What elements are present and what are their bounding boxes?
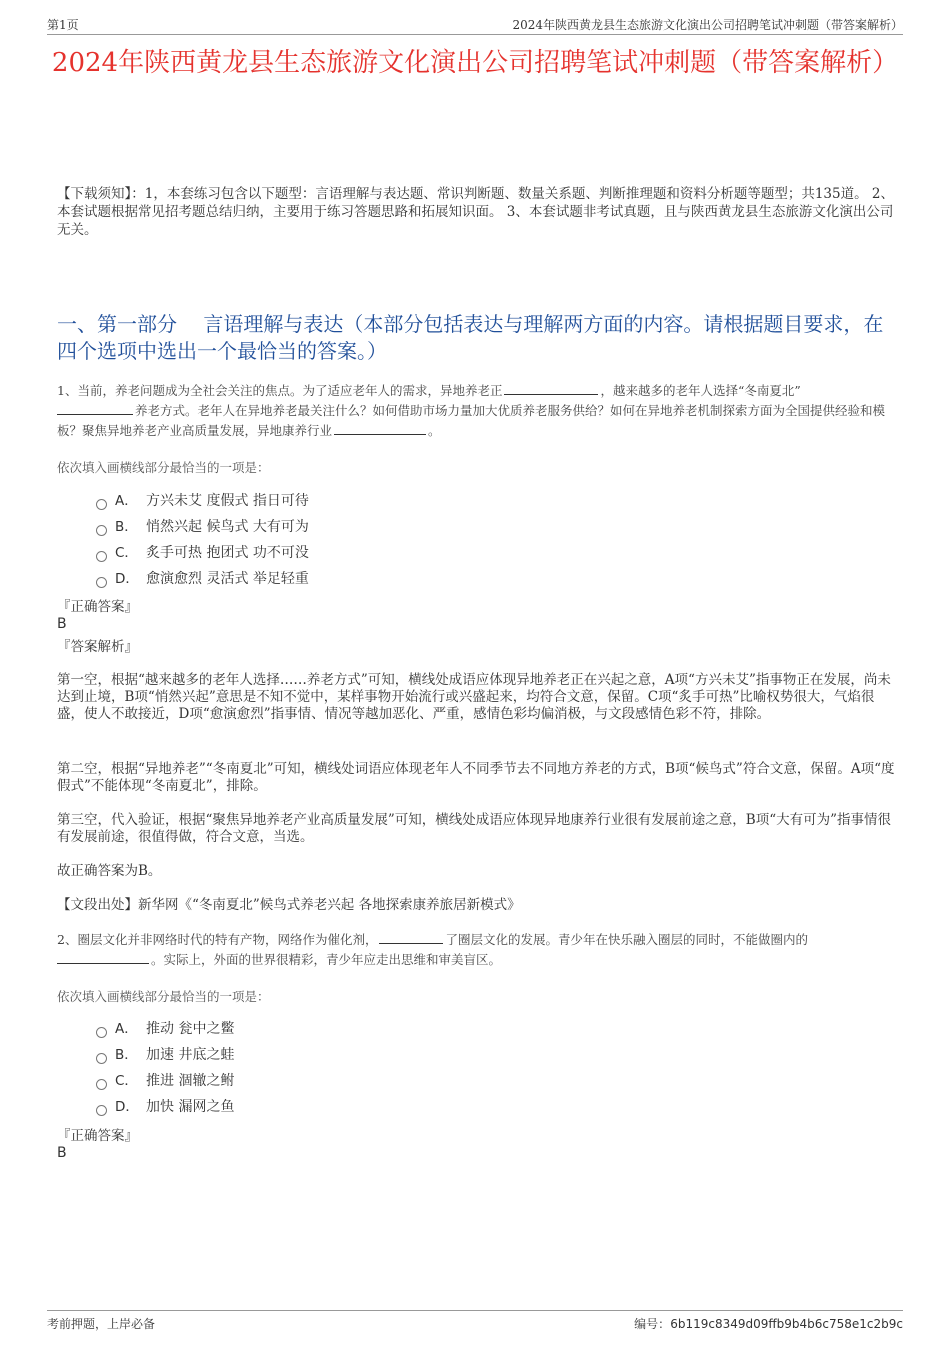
question-1-text: 1、当前，养老问题成为全社会关注的焦点。为了适应老年人的需求，异地养老正 ，越来越多的老年人选择“冬南夏北” 养老方式。老年人在异地养老最关注什么？如何借助市场力量加大优质养老服务供给？如何在异地养老机制探索方面为全国提供经验和模板？聚焦异地养老产业高质量发展，异地康养行业 。 [57,383,886,438]
answer-blank [57,950,149,964]
answer-blank [379,930,443,944]
footer-slogan: 考前押题，上岸必备 [47,1317,156,1331]
q2-option-a[interactable]: A． 推动 瓮中之鳖 [96,1019,234,1039]
document-title: 2024年陕西黄龙县生态旅游文化演出公司招聘笔试冲刺题（带答案解析） [51,48,899,78]
radio-icon[interactable] [96,1027,107,1038]
q1-option-c[interactable]: C． 炙手可热 抱团式 功不可没 [96,543,309,563]
page-footer [47,1310,903,1333]
section-heading: 一、第一部分 言语理解与表达（本部分包括表达与理解两方面的内容。请根据题目要求，在四个选项中选出一个最恰当的答案。） [57,312,884,363]
radio-icon[interactable] [96,551,107,562]
header-doc-title: 2024年陕西黄龙县生态旅游文化演出公司招聘笔试冲刺题（带答案解析） [512,18,903,32]
page-header [47,14,903,35]
q1-option-d[interactable]: D． 愈演愈烈 灵活式 举足轻重 [96,569,309,589]
download-notice: 【下载须知】：1，本套练习包含以下题型：言语理解与表达题、常识判断题、数量关系题、判断推理题和资料分析题等题型；共135道。 2、本套试题根据常见招考题总结归纳，主要用于练习答题思路和拓展知识面。 3、本套试题非考试真题，且与陕西黄龙县生态旅游文化演出公司无关。 [57,186,894,238]
q1-option-a[interactable]: A． 方兴未艾 度假式 指日可待 [96,491,309,511]
radio-icon[interactable] [96,525,107,536]
answer-blank [504,381,598,395]
q2-option-c[interactable]: C． 推进 涸辙之鲋 [96,1071,234,1091]
question-2-text: 2、圈层文化并非网络时代的特有产物，网络作为催化剂， 了圈层文化的发展。青少年在快乐融入圈层的同时，不能做圈内的 。实际上，外面的世界很精彩，青少年应走出思维和审美盲区。 [57,932,808,967]
q1-analysis-conclusion: 故正确答案为B。 [57,863,162,879]
page-number: 第1页 [47,18,79,32]
q2-option-b[interactable]: B． 加速 井底之蛙 [96,1045,234,1065]
question-2-prompt: 依次填入画横线部分最恰当的一项是： [57,989,270,1004]
q1-analysis-para-2: 第二空，根据“异地养老”“冬南夏北”可知，横线处词语应体现老年人不同季节去不同地方养老的方式，B项“候鸟式”符合文意，保留。A项“度假式”不能体现“冬南夏北”，排除。 [57,761,895,794]
radio-icon[interactable] [96,1053,107,1064]
q1-analysis-label: 『答案解析』 [57,639,138,655]
q1-analysis-para-3: 第三空，代入验证，根据“聚焦异地养老产业高质量发展”可知，横线处成语应体现异地康养行业很有发展前途之意，B项“大有可为”指事情很有发展前途，很值得做，符合文意，当选。 [57,812,892,845]
q1-answer-label: 『正确答案』 [57,599,138,615]
q1-analysis-para-1: 第一空，根据“越来越多的老年人选择……养老方式”可知，横线处成语应体现异地养老正在兴起之意，A项“方兴未艾”指事物正在发展，尚未达到止境，B项“悄然兴起”意思是不知不觉中，某样事物开始流行或兴盛起来，均符合文意，保留。C项“炙手可热”比喻权势很大，气焰很盛，使人不敢接近，D项“愈演愈烈”指事情、情况等越加恶化、严重，感情色彩均偏消极，与文段感情色彩不符，排除。 [57,672,891,722]
q2-answer: B [57,1145,67,1161]
radio-icon[interactable] [96,499,107,510]
answer-blank [57,401,133,415]
q1-answer: B [57,616,67,632]
radio-icon[interactable] [96,1105,107,1116]
answer-blank [334,421,426,435]
radio-icon[interactable] [96,1079,107,1090]
q2-answer-label: 『正确答案』 [57,1128,138,1144]
radio-icon[interactable] [96,577,107,588]
q1-option-b[interactable]: B． 悄然兴起 候鸟式 大有可为 [96,517,309,537]
q2-option-d[interactable]: D． 加快 漏网之鱼 [96,1097,234,1117]
question-1-prompt: 依次填入画横线部分最恰当的一项是： [57,460,270,475]
footer-code: 编号：6b119c8349d09ffb9b4b6c758e1c2b9c [634,1317,903,1331]
q1-source: 【文段出处】新华网《“冬南夏北”候鸟式养老兴起 各地探索康养旅居新模式》 [57,897,521,913]
